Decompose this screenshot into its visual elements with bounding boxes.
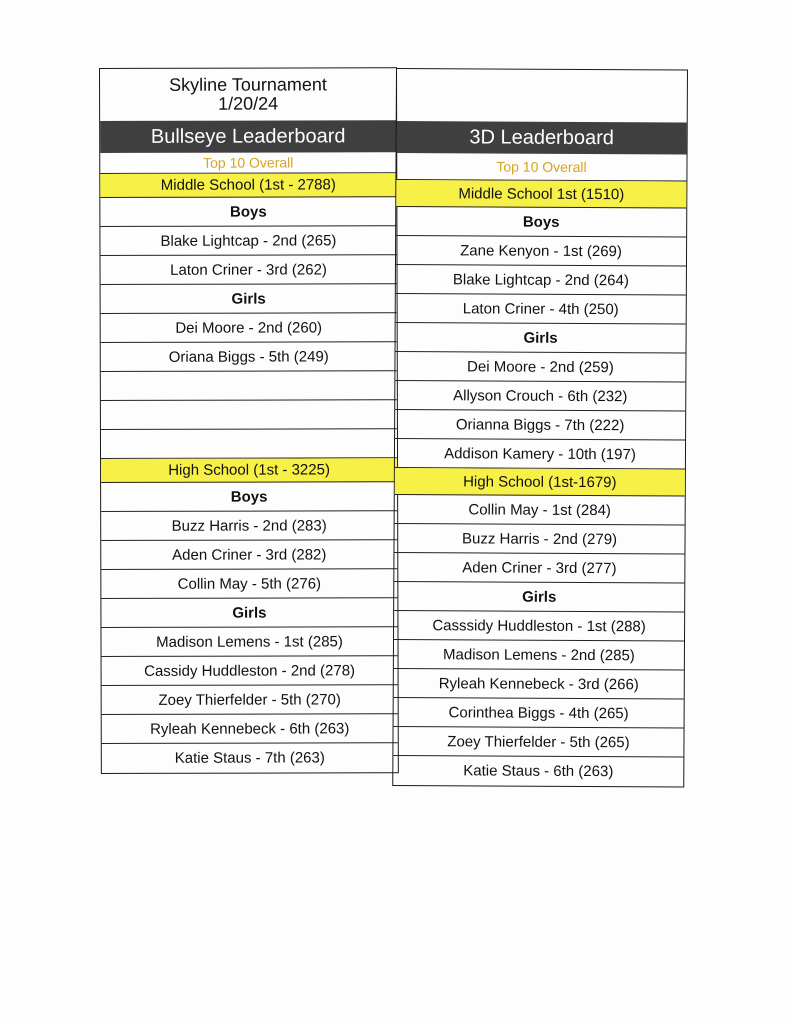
3d-middle-school-label: Middle School 1st (1510) (396, 180, 686, 209)
bullseye-high-school-label: High School (1st - 3225) (101, 458, 397, 483)
bullseye-hs-boys-label: Boys (101, 482, 397, 512)
table-row: Zane Kenyon - 1st (269) (396, 236, 686, 267)
3d-subheader: Top 10 Overall (396, 153, 686, 182)
table-row: Collin May - 5th (276) (101, 569, 397, 599)
table-row: Corinthea Biggs - 4th (265) (394, 698, 684, 729)
bullseye-hs-girls-label: Girls (101, 598, 397, 628)
table-row: Aden Criner - 3rd (277) (394, 553, 684, 584)
table-row: Laton Criner - 3rd (262) (100, 255, 396, 285)
bullseye-leaderboard-column (99, 67, 399, 774)
bullseye-header: Bullseye Leaderboard (100, 120, 396, 153)
tournament-date: 1/20/24 (218, 93, 279, 114)
empty-row (101, 429, 397, 459)
bullseye-middle-school-label: Middle School (1st - 2788) (100, 173, 396, 198)
table-row: Madison Lemens - 2nd (285) (394, 640, 684, 671)
table-row: Oriana Biggs - 5th (249) (101, 342, 397, 372)
table-row: Addison Kamery - 10th (197) (395, 439, 685, 470)
3d-high-school-label: High School (1st-1679) (395, 468, 685, 497)
table-row: Madison Lemens - 1st (285) (101, 627, 397, 657)
table-row: Katie Staus - 6th (263) (463, 762, 614, 781)
empty-row (101, 400, 397, 430)
table-row: Aden Criner - 3rd (282) (101, 540, 397, 570)
table-row: Orianna Biggs - 7th (222) (395, 410, 685, 441)
table-row: Collin May - 1st (284) (395, 495, 685, 526)
3d-ms-boys-label: Boys (396, 207, 686, 238)
table-row: Laton Criner - 4th (250) (396, 294, 686, 325)
3d-ms-girls-label: Girls (396, 323, 686, 354)
3d-hs-girls-label: Girls (394, 582, 684, 613)
table-row: Buzz Harris - 2nd (279) (394, 524, 684, 555)
3d-leaderboard-column (392, 68, 688, 788)
bullseye-ms-boys-label: Boys (100, 197, 396, 227)
table-row: Casssidy Huddleston - 1st (288) (394, 611, 684, 642)
table-row: Cassidy Huddleston - 2nd (278) (102, 656, 398, 686)
tournament-title-cell (100, 68, 396, 121)
table-row: Katie Staus - 7th (263) (174, 749, 325, 767)
table-row: Zoey Thierfelder - 5th (265) (393, 727, 683, 758)
table-row: Allyson Crouch - 6th (232) (395, 381, 685, 412)
3d-header: 3D Leaderboard (397, 121, 687, 155)
empty-title-cell (397, 69, 687, 123)
bullseye-ms-girls-label: Girls (101, 284, 397, 314)
table-row: Ryleah Kennebeck - 3rd (266) (394, 669, 684, 700)
table-row: Zoey Thierfelder - 5th (270) (102, 685, 398, 715)
table-row: Blake Lightcap - 2nd (265) (100, 226, 396, 256)
bullseye-subheader: Top 10 Overall (100, 152, 396, 174)
table-row: Ryleah Kennebeck - 6th (263) (102, 714, 398, 744)
tournament-name: Skyline Tournament (169, 74, 327, 95)
table-row: Blake Lightcap - 2nd (264) (396, 265, 686, 296)
table-row: Dei Moore - 2nd (259) (395, 352, 685, 383)
table-row: Buzz Harris - 2nd (283) (101, 511, 397, 541)
table-row: Dei Moore - 2nd (260) (101, 313, 397, 343)
empty-row (101, 371, 397, 401)
